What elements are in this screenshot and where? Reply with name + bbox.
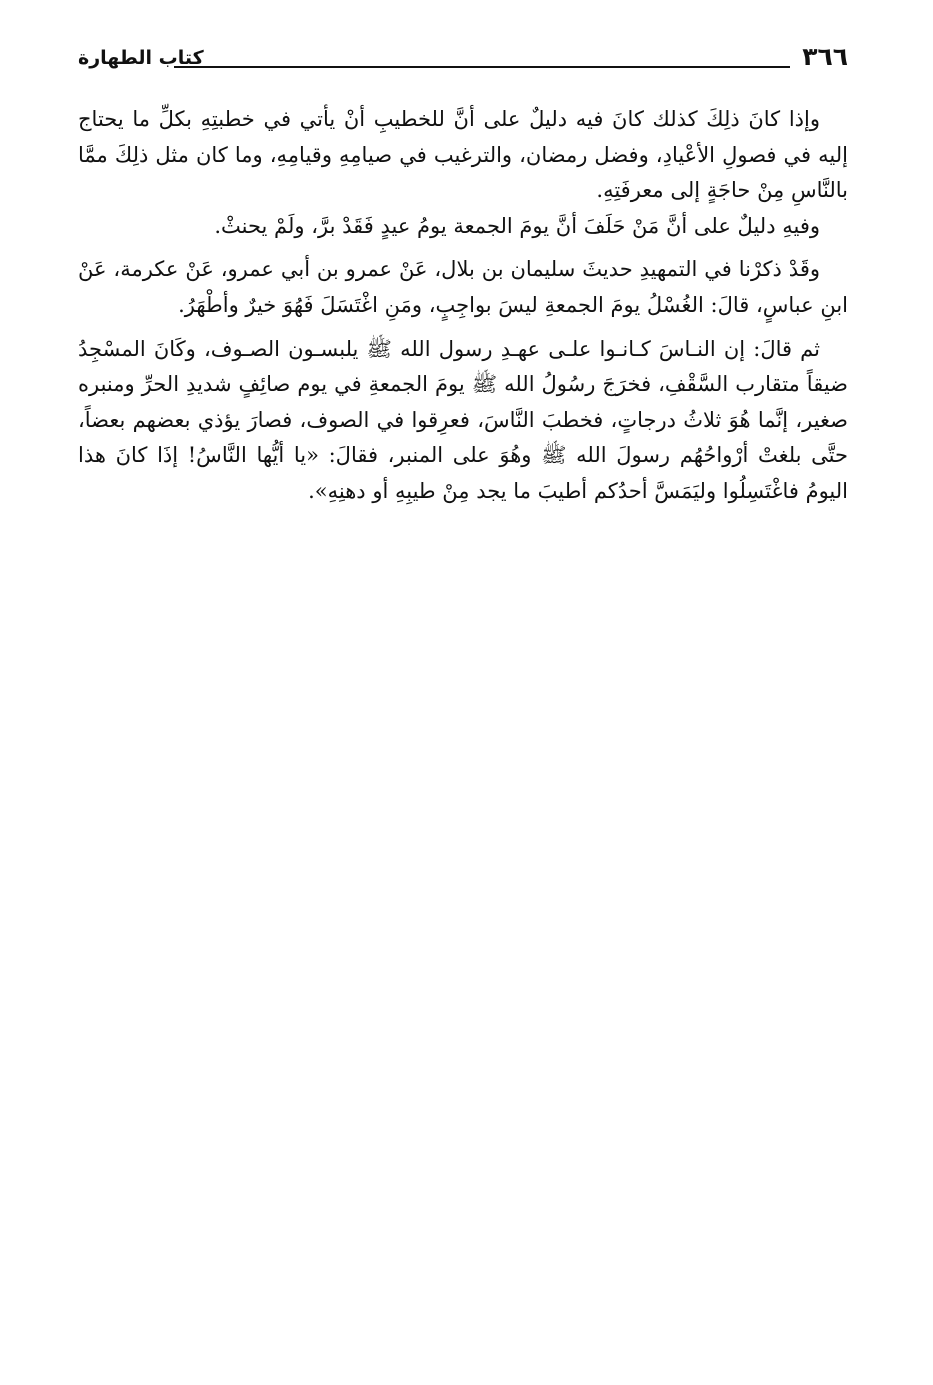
body-text bbox=[78, 102, 848, 510]
paragraph: وفيهِ دليلٌ على أنَّ مَنْ حَلَفَ أنَّ يومَ الجمعة يومُ عيدٍ فَقَدْ برَّ، ولَمْ يحنثْ. bbox=[214, 213, 820, 238]
paragraph: وإذا كانَ ذلِكَ كذلك كانَ فيه دليلٌ على أنَّ للخطيبِ أنْ يأتي في خطبتِهِ بكلِّ ما يحتاج إليه في فصولِ الأعْيادِ، وفضل رمضان، والترغيب في صيامِهِ وقيامِهِ، وما كان مثل ذلِكَ ممَّا بالنَّاسِ مِنْ حاجَةٍ إلى معرفَتِهِ. bbox=[78, 107, 848, 203]
page-number: ٣٦٦ bbox=[802, 42, 848, 71]
header-rule bbox=[174, 66, 790, 68]
paragraph: وقَدْ ذكرْنا في التمهيدِ حديثَ سليمان بن بلال، عَنْ عمرو بن أبي عمرو، عَنْ عكرمة، عَنْ ابنِ عباسٍ، قالَ: الغُسْلُ يومَ الجمعةِ ليسَ بواجِبٍ، ومَنِ اغْتَسَلَ فَهُوَ خيرٌ وأطْهَرُ. bbox=[78, 257, 848, 317]
paragraph: ثم قالَ: إن النـاسَ كـانـوا علـى عهـدِ رسول الله ﷺ يلبسـون الصـوف، وكَانَ المسْجِدُ ضيقاً متقارب السَّقْفِ، فخرَجَ رسُولُ الله ﷺ يومَ الجمعةِ في يوم صائِفٍ شديدِ الحرِّ ومنبره صغير، إنَّما هُوَ ثلاثُ درجاتٍ، فخطبَ النَّاسَ، فعرِقوا في الصوف، فصارَ يؤذي بعضهم بعضاً، حتَّى بلغتْ أرْواحُهُم رسولَ الله ﷺ وهُوَ على المنبر، فقالَ: «يا أيُّها النَّاسُ! إذَا كانَ هذا اليومُ فاغْتَسِلُوا وليَمَسَّ أحدُكم أطيبَ ما يجد مِنْ طيبِهِ أو دهنِهِ». bbox=[78, 336, 848, 503]
running-header bbox=[78, 42, 848, 78]
book-title: كتاب الطهارة bbox=[78, 47, 204, 69]
